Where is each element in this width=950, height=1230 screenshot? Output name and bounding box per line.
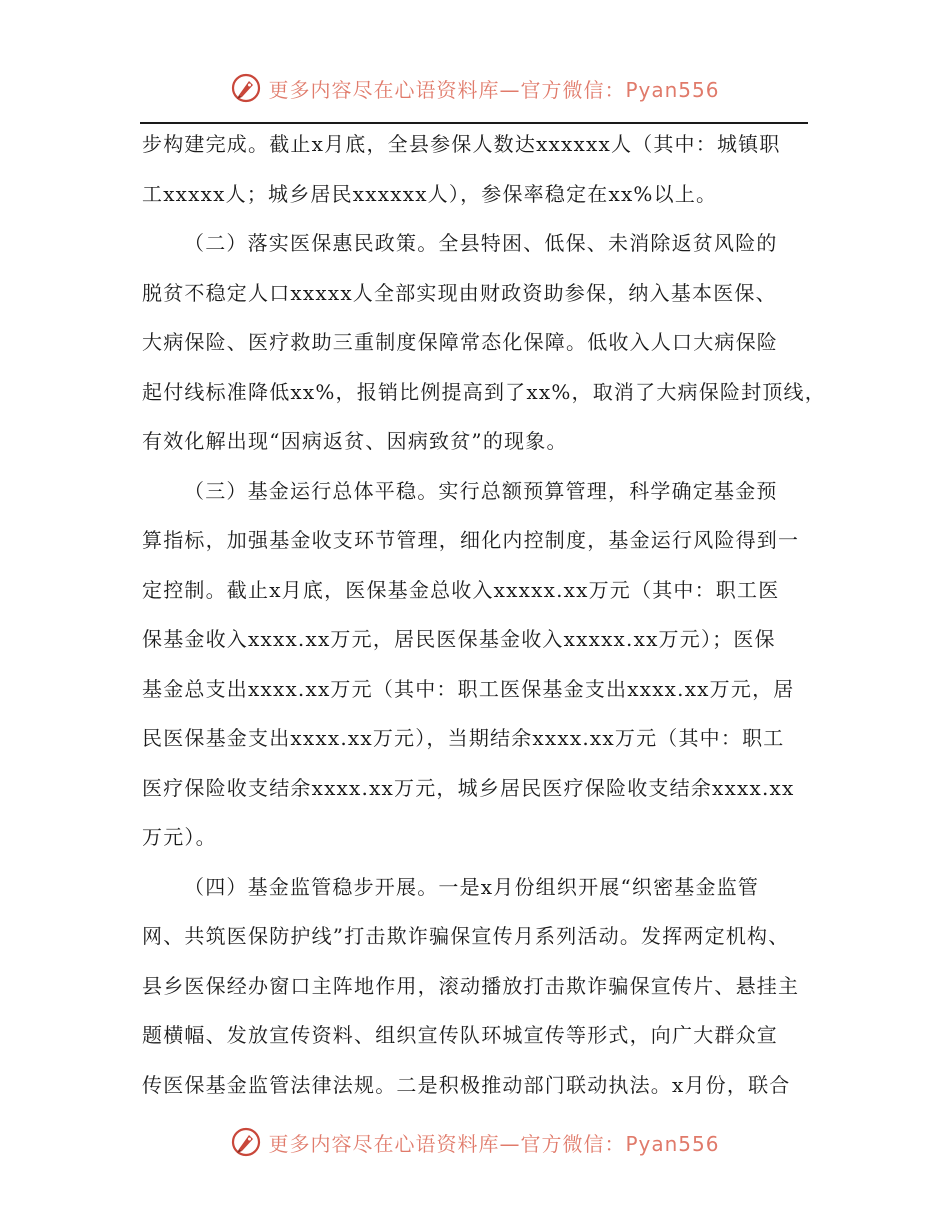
body-line: 网、共筑医保防护线”打击欺诈骗保宣传月系列活动。发挥两定机构、 <box>142 924 790 948</box>
body-line: 定控制。截止x月底，医保基金总收入xxxxx.xx万元（其中：职工医 <box>142 577 780 602</box>
body-line: 民医保基金支出xxxx.xx万元），当期结余xxxx.xx万元（其中：职工 <box>142 726 785 750</box>
body-line: 算指标，加强基金收支环节管理，细化内控制度，基金运行风险得到一 <box>142 528 800 552</box>
body-line: 医疗保险收支结余xxxx.xx万元，城乡居民医疗保险收支结余xxxx.xx <box>142 775 795 800</box>
body-line: 步构建完成。截止x月底，全县参保人数达xxxxxx人（其中：城镇职 <box>142 132 781 156</box>
paragraph-heading-line: （二）落实医保惠民政策。全县特困、低保、未消除返贫风险的 <box>184 231 778 255</box>
body-line: 保基金收入xxxx.xx万元，居民医保基金收入xxxxx.xx万元）；医保 <box>142 627 776 651</box>
body-line: 县乡医保经办窗口主阵地作用，滚动播放打击欺诈骗保宣传片、悬挂主 <box>142 973 800 998</box>
body-line: 万元）。 <box>142 825 217 849</box>
body-line: 题横幅、发放宣传资料、组织宣传队环城宣传等形式，向广大群众宣 <box>142 1023 778 1047</box>
body-line: 起付线标准降低xx%，报销比例提高到了xx%，取消了大病保险封顶线， <box>142 379 826 404</box>
body-line: 传医保基金监管法律法规。二是积极推动部门联动执法。x月份，联合 <box>142 1072 791 1097</box>
paragraph-heading-line: （四）基金监管稳步开展。一是x月份组织开展“织密基金监管 <box>184 874 760 899</box>
header-watermark <box>0 68 950 108</box>
watermark-text: 更多内容尽在心语资料库—官方微信：Pyan556 <box>268 1131 720 1156</box>
document-body <box>142 120 826 1110</box>
body-line: 大病保险、医疗救助三重制度保障常态化保障。低收入人口大病保险 <box>142 330 778 354</box>
paragraph-heading-line: （三）基金运行总体平稳。实行总额预算管理，科学确定基金预 <box>184 478 778 503</box>
body-line: 基金总支出xxxx.xx万元（其中：职工医保基金支出xxxx.xx万元，居 <box>142 676 795 701</box>
body-line: 工xxxxx人；城乡居民xxxxxx人），参保率稳定在xx%以上。 <box>142 181 718 206</box>
pen-nib-logo-icon <box>230 1126 262 1158</box>
pen-nib-logo-icon <box>230 72 262 104</box>
watermark-text: 更多内容尽在心语资料库—官方微信：Pyan556 <box>268 77 720 102</box>
body-line: 有效化解出现“因病返贫、因病致贫”的现象。 <box>142 429 568 453</box>
body-line: 脱贫不稳定人口xxxxx人全部实现由财政资助参保，纳入基本医保、 <box>142 280 777 305</box>
footer-watermark <box>0 1122 950 1162</box>
